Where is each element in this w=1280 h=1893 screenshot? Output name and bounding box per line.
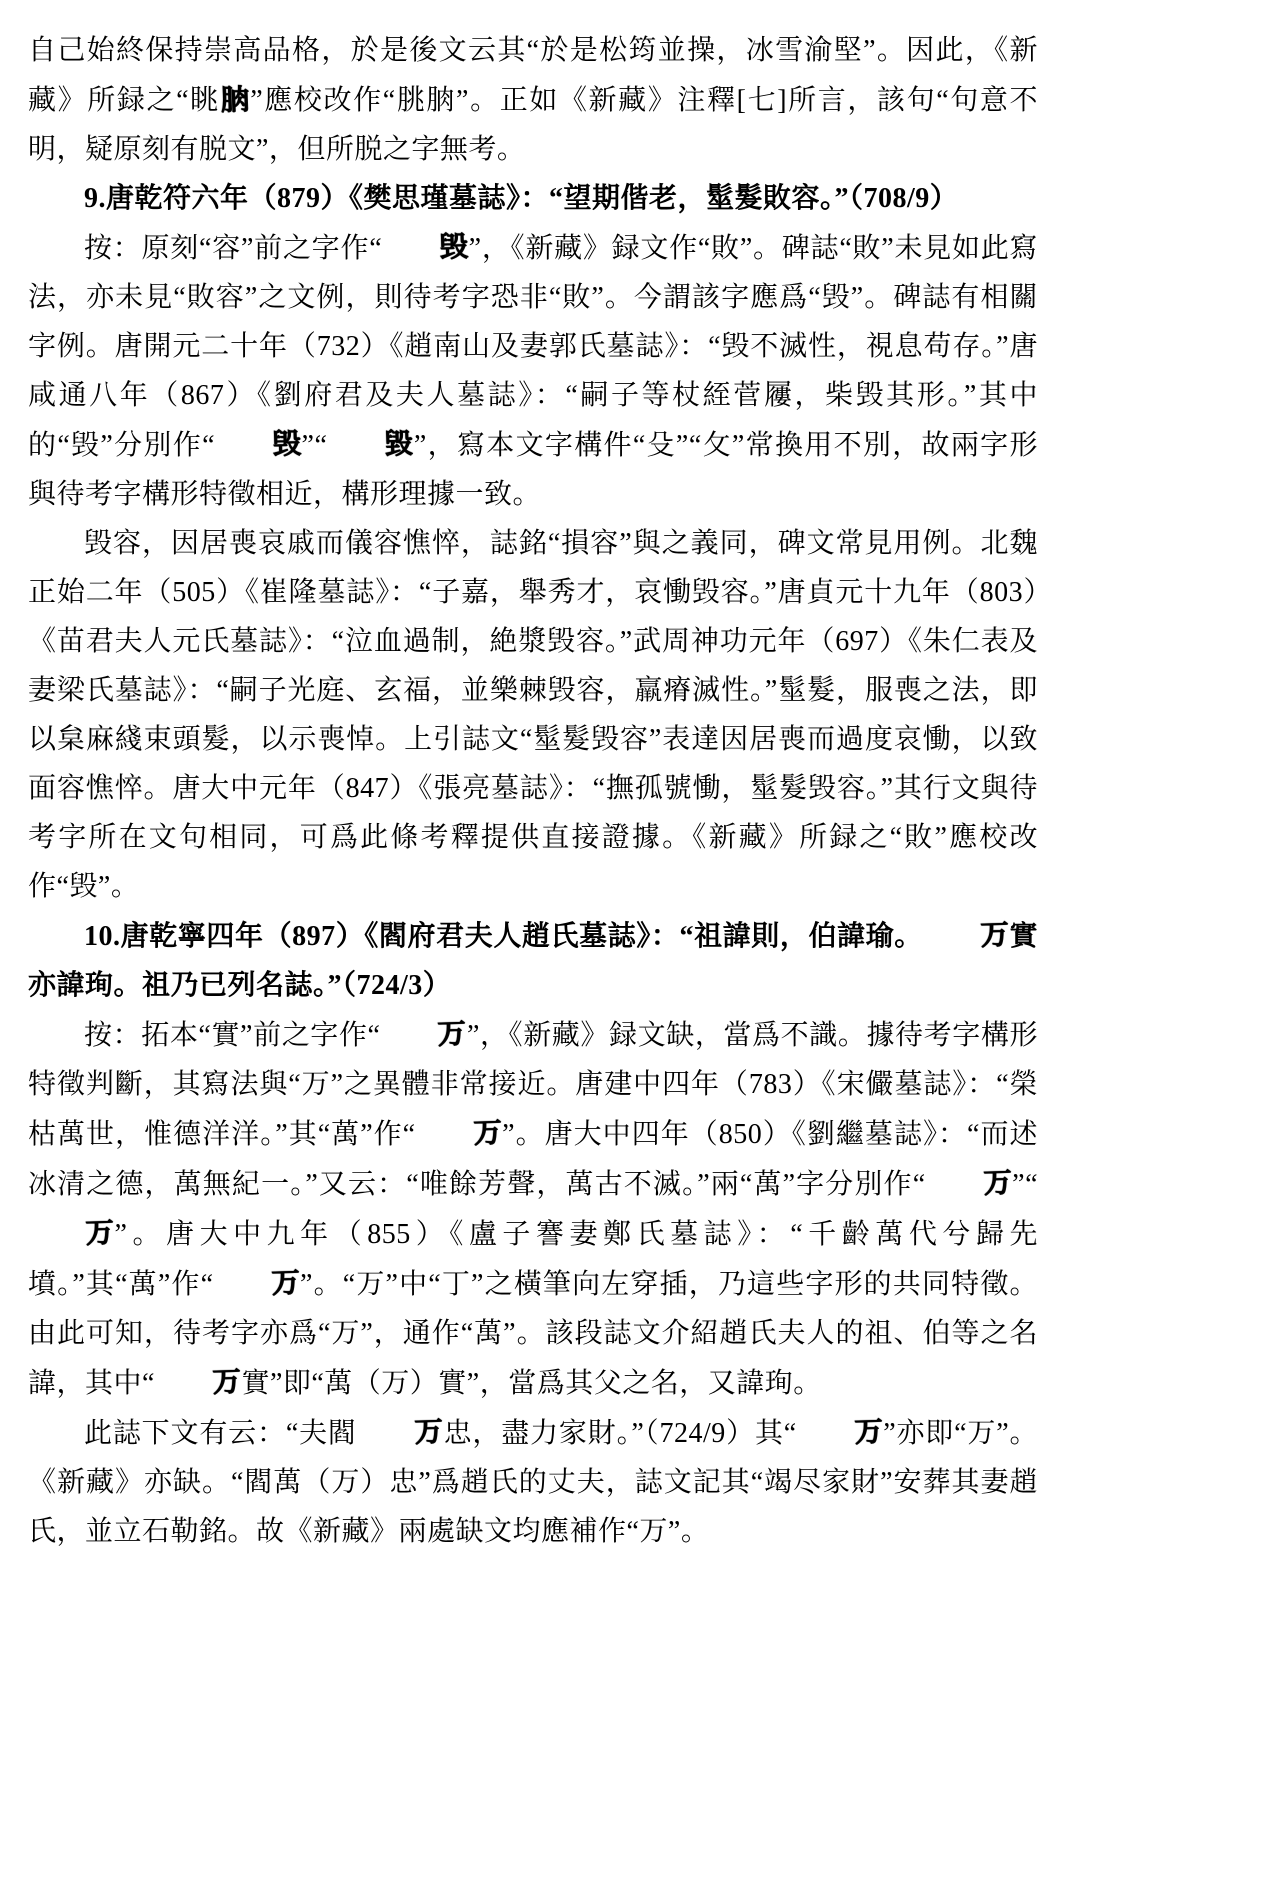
text-run: 實”即“萬（万）實”，當爲其父之名，又諱珣。	[241, 1368, 822, 1399]
paragraph-note-9	[28, 223, 1038, 519]
text-run: 忠，盡力家財。”（724/9）其“	[443, 1418, 797, 1449]
rubbing-glyph-image: 毀	[384, 426, 415, 461]
rubbing-glyph-image: 万	[84, 1215, 115, 1250]
rubbing-glyph-image: 朒	[219, 82, 251, 117]
paragraph-note-10	[28, 1010, 1038, 1408]
text-run: 按：原刻“容”前之字作“	[84, 233, 383, 264]
rubbing-glyph-image: 万	[979, 917, 1010, 952]
text-run: 自己始終保持崇高品格，於是後文云其“於是松筠並操，冰雪渝堅”。因此，《新藏》所録之“眺	[28, 35, 1038, 116]
text-run: 此誌下文有云：“夫閻	[84, 1418, 357, 1449]
rubbing-glyph-image: 万	[853, 1414, 884, 1449]
section-heading-10	[28, 911, 1038, 1010]
text-run: ”。唐大中四年（850）《劉繼墓誌》：“而述冰清之德，萬無紀一。”又云：“唯餘芳聲，萬古不滅。”兩“萬”字分別作“	[28, 1119, 1039, 1200]
text-run: ”“	[1012, 1169, 1038, 1200]
text-run: ”，《新藏》録文缺，當爲不識。據待考字構形特徵判斷，其寫法與“万”之異體非常接近。唐建中四年（783）《宋儼墓誌》：“榮枯萬世，惟德洋洋。”其“萬”作“	[28, 1020, 1038, 1150]
rubbing-glyph-image: 万	[413, 1414, 444, 1449]
text-run: ”，《新藏》録文作“敗”。碑誌“敗”未見如此寫法，亦未見“敗容”之文例，則待考字恐非“敗”。今謂該字應爲“毁”。碑誌有相關字例。唐開元二十年（732）《趙南山及妻郭氏墓誌》：“毁不滅性，視息苟存。”唐咸通八年（867）《劉府君及夫人墓誌》：“嗣子等杖絰菅屨，柴毁其形。”其中的“毁”分別作“	[28, 233, 1038, 461]
rubbing-glyph-image: 毁	[438, 229, 470, 264]
text-run: ”。“万”中“丁”之橫筆向左穿插，乃這些字形的共同特徵。由此可知，待考字亦爲“万”，通作“萬”。該段誌文介紹趙氏夫人的祖、伯等之名諱，其中“	[28, 1269, 1038, 1399]
text-run: 按：拓本“實”前之字作“	[84, 1020, 381, 1051]
paragraph-continuation	[28, 26, 1038, 174]
rubbing-glyph-image: 万	[472, 1115, 503, 1150]
paragraph-huirong	[28, 519, 1038, 911]
text-run: ”。唐大中九年（855）《盧子謇妻鄭氏墓誌》：“千齡萬代兮歸先墳。”其“萬”作“	[28, 1219, 1038, 1300]
rubbing-glyph-image: 万	[270, 1265, 301, 1300]
rubbing-glyph-image: 万	[211, 1364, 242, 1399]
rubbing-glyph-image: 毁	[271, 426, 302, 461]
text-run: 實亦諱珣。祖乃已列名誌。”（724/3）	[28, 921, 1038, 1001]
text-run: ”應校改作“朓朒”。正如《新藏》注釋[七]所言，該句“句意不明，疑原刻有脱文”，但所脱之字無考。	[28, 85, 1038, 165]
paragraph-closing	[28, 1408, 1038, 1556]
text-run: 10.唐乾寧四年（897）《閻府君夫人趙氏墓誌》：“祖諱則，伯諱瑜。	[84, 921, 923, 952]
document-body	[28, 26, 1038, 1556]
text-run: ”亦即“万”。《新藏》亦缺。“閻萬（万）忠”爲趙氏的丈夫，誌文記其“竭尽家財”安葬其妻趙氏，並立石勒銘。故《新藏》兩處缺文均應補作“万”。	[28, 1418, 1038, 1547]
text-run: 9.唐乾符六年（879）《樊思瑾墓誌》：“望期偕老，髽髮敗容。”（708/9）	[84, 183, 959, 214]
rubbing-glyph-image: 万	[982, 1165, 1013, 1200]
text-run: 毁容，因居喪哀戚而儀容憔悴，誌銘“損容”與之義同，碑文常見用例。北魏正始二年（505）《崔隆墓誌》：“子嘉，舉秀才，哀慟毁容。”唐貞元十九年（803）《苗君夫人元氏墓誌》：“泣血過制，絶漿毁容。”武周神功元年（697）《朱仁表及妻梁氏墓誌》：“嗣子光庭、玄福，並樂棘毁容，羸瘠滅性。”髽髮，服喪之法，即以枲麻綫束頭髮，以示喪悼。上引誌文“髽髮毁容”表達因居喪而過度哀慟，以致面容憔悴。唐大中元年（847）《張亮墓誌》：“撫孤號慟，髽髮毁容。”其行文與待考字所在文句相同，可爲此條考釋提供直接證據。《新藏》所録之“敗”應校改作“毁”。	[28, 528, 1038, 902]
rubbing-glyph-image: 万	[437, 1016, 468, 1051]
text-run: ”，寫本文字構件“殳”“攵”常換用不別，故兩字形與待考字構形特徵相近，構形理據一致。	[28, 430, 1038, 510]
section-heading-9	[28, 174, 1038, 223]
text-run: ”“	[301, 430, 328, 461]
